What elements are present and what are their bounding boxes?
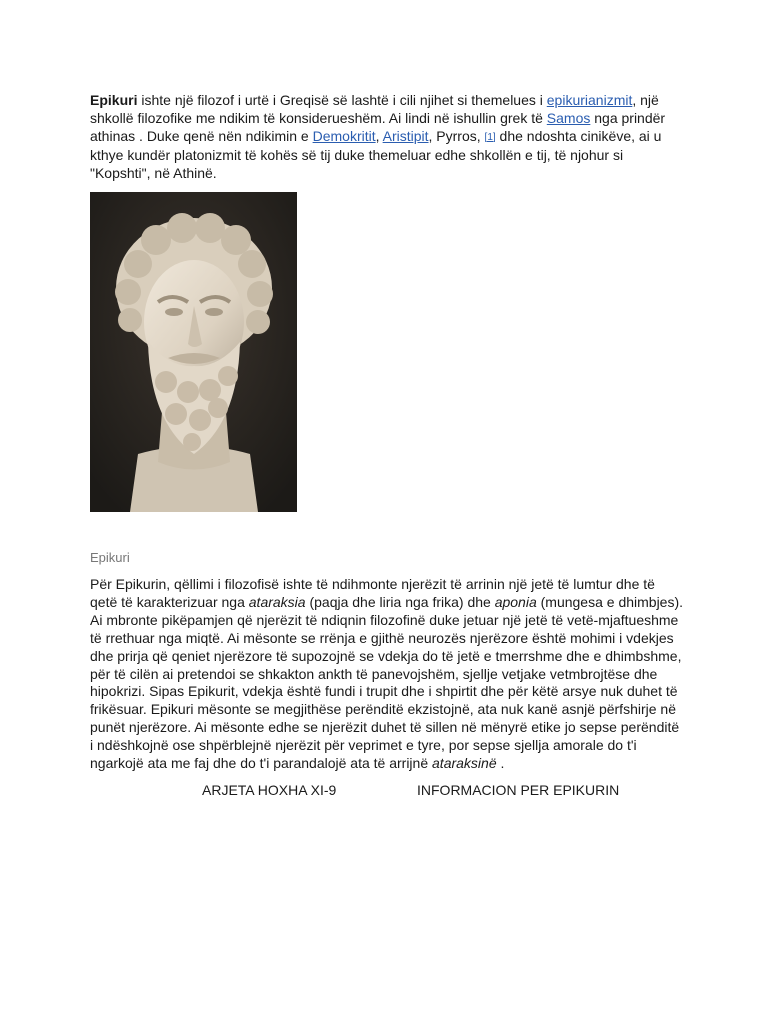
body-paragraph [90, 576, 685, 773]
image-caption: Epikuri [90, 550, 130, 565]
reference-link-1[interactable]: [1] [484, 131, 496, 143]
body-text: Për Epikurin, qëllimi i filozofisë ishte të ndihmonte njerëzit të arrinin një jetë të lumtur dhe të qetë të karakterizuar nga [90, 576, 655, 610]
link-epikurianizmit[interactable]: epikurianizmit [546, 92, 633, 108]
bust-illustration [90, 192, 297, 512]
footer-title: INFORMACION PER EPIKURIN [417, 782, 620, 798]
body-text: (paqja dhe liria nga frika) dhe [305, 593, 495, 610]
body-text: . [496, 755, 505, 772]
intro-text: ishte një filozof i urtë i Greqisë së lashtë i cili njihet si themelues i [137, 92, 547, 108]
link-aristipit[interactable]: Aristipit [382, 127, 429, 144]
epicurus-bust-image [90, 192, 297, 512]
term-ataraksia: ataraksia [248, 593, 306, 610]
link-samos[interactable]: Samos [546, 109, 591, 126]
intro-text: nga prindër athinas . Duke qenë nën ndikimin e [90, 109, 666, 144]
intro-paragraph [90, 92, 685, 183]
term-ataraksine: ataraksinë [432, 755, 497, 772]
intro-text: dhe ndoshta cinikëve, ai u kthye kundër platonizmit të kohës së tij duke themeluar edhe shkollën e tij, të njohur si "Kopshti", në Athinë. [90, 127, 662, 181]
link-demokritit[interactable]: Demokritit [312, 127, 376, 144]
term-aponia: aponia [494, 593, 537, 610]
intro-text: , një shkollë filozofike me ndikim të konsiderueshëm. Ai lindi në ishullin grek të [90, 92, 659, 126]
intro-text: , [375, 127, 383, 144]
footer-author: ARJETA HOXHA XI-9 [202, 782, 337, 798]
intro-text: , Pyrros, [428, 127, 485, 144]
subject-name: Epikuri [90, 92, 138, 108]
body-text: (mungesa e dhimbjes). Ai mbronte pikëpamjen që njerëzit të ndiqnin filozofinë duke jetuar një jetë të vetë-mjaftueshme të rrethuar nga miqtë. Ai mësonte se rrënja e gjithë neurozës njerëzore është mohimi i vdekjes dhe prirja që qeniet njerëzore të supozojnë se vdekja do të jetë e tmerrshme dhe e dhimbshme, për të cilën ai pretendoi se shkakton ankth të panevojshëm, sjellje vetjake vetmbrojtëse dhe hipokrizi. Sipas Epikurit, vdekja është fundi i trupit dhe i shpirtit dhe për këtë arsye nuk duhet të frikësuar. Epikuri mësonte se megjithëse perënditë ekzistojnë, ata nuk kanë asnjë përfshirje në punët njerëzore. Ai mësonte edhe se njerëzit duhet të sillen në mënyrë etike jo sepse perënditë i ndëshkojnë ose shpërblejnë njerëzit për veprimet e tyre, por sepse sjellja amorale do t'i ngarkojë ata me faj dhe do t'i parandalojë ata të arrijnë [90, 593, 684, 772]
